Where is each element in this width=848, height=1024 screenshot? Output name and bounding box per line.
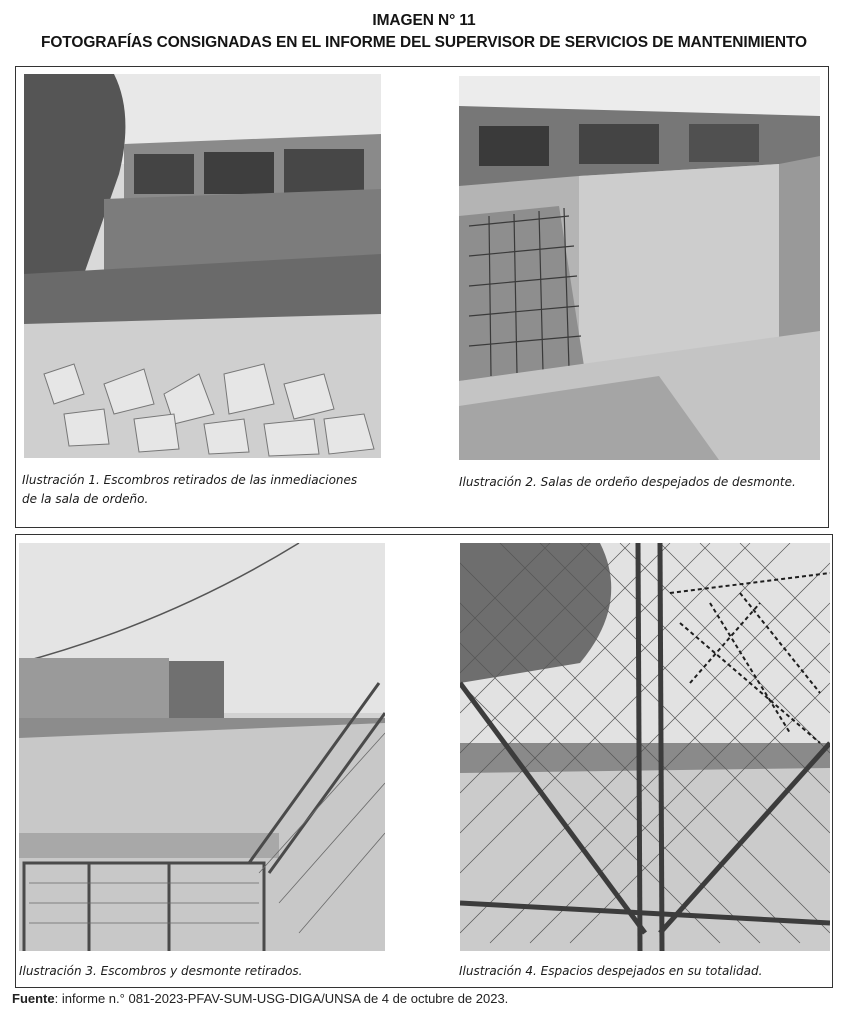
caption-4 [459,962,829,981]
caption-2 [459,473,829,492]
photo-2-milking-rooms [459,76,820,460]
source-note [12,991,508,1006]
document-title: IMAGEN N° 11 [372,12,476,29]
photo-3-open-ground [19,543,385,951]
document-subtitle: FOTOGRAFÍAS CONSIGNADAS EN EL INFORME DEL SUPERVISOR DE SERVICIOS DE MANTENIMIENTO [40,34,808,51]
caption-1-line-2: de la sala de ordeño. [22,492,149,506]
caption-1-line-1: Ilustración 1. Escombros retirados de las inmediaciones [22,473,358,487]
photo-4-fence [460,543,830,951]
caption-3 [19,962,389,981]
caption-1 [22,471,392,509]
caption-4-line-1: Ilustración 4. Espacios despejados en su totalidad. [459,964,763,978]
caption-3-line-1: Ilustración 3. Escombros y desmonte retirados. [19,964,303,978]
source-text: : informe n.° 081-2023-PFAV-SUM-USG-DIGA/UNSA de 4 de octubre de 2023. [54,991,509,1006]
caption-2-line-1: Ilustración 2. Salas de ordeño despejados de desmonte. [459,475,796,489]
source-label: Fuente [12,991,55,1006]
photo-1-rubble [24,74,381,458]
